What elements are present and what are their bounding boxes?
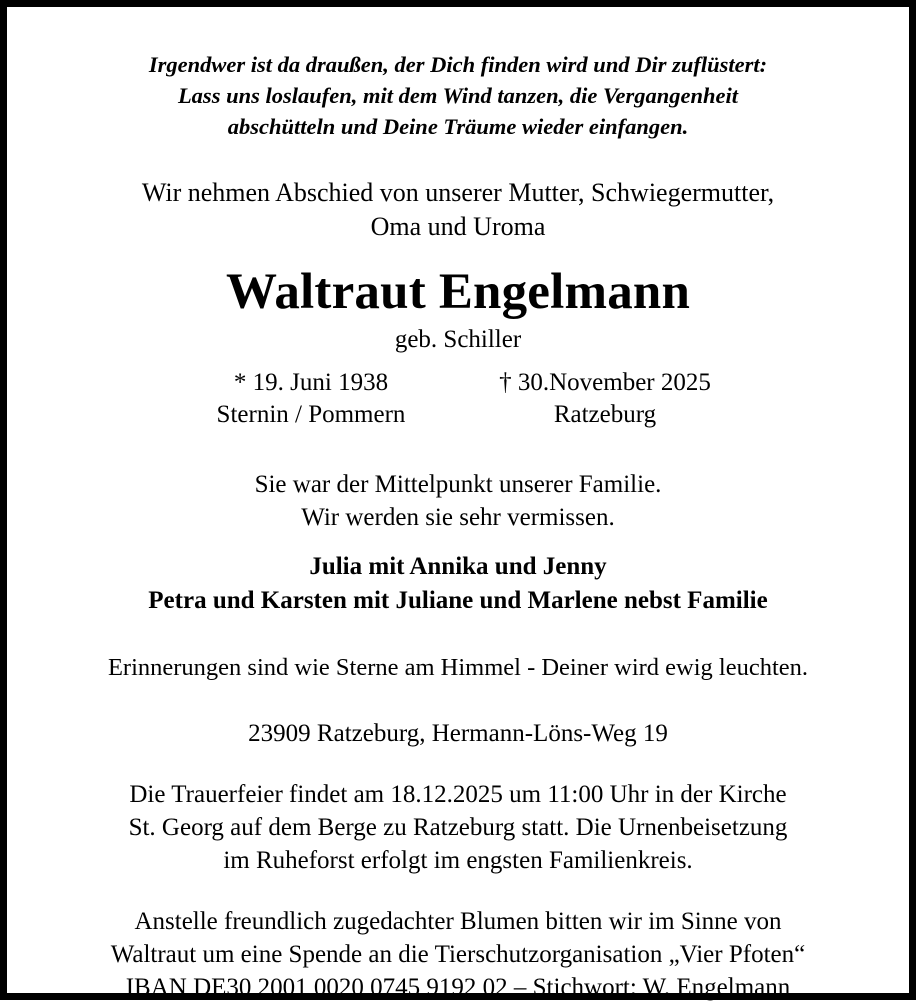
poem-line-2: Lass uns loslaufen, mit dem Wind tanzen, die Vergangenheit (177, 83, 739, 109)
deceased-name: Waltraut Engelmann (225, 263, 691, 320)
poem-line-3: abschütteln und Deine Träume wieder einfangen. (227, 114, 689, 140)
dates-row-places (41, 399, 875, 431)
family-line-1: Julia mit Annika und Jenny (309, 553, 607, 581)
donation-line-1: Anstelle freundlich zugedachter Blumen bitten wir im Sinne von (134, 908, 782, 936)
poem-block (41, 49, 875, 142)
service-block (41, 778, 875, 877)
death-place: Ratzeburg (553, 401, 657, 429)
service-line-3: im Ruheforst erfolgt im engsten Familienkreis. (223, 847, 693, 875)
maiden-name: geb. Schiller (394, 326, 522, 354)
dates-block (41, 367, 875, 431)
memory-line: Erinnerungen sind wie Sterne am Himmel - Deiner wird ewig leuchten. (107, 654, 809, 682)
intro-line-1: Wir nehmen Abschied von unserer Mutter, Schwiegermutter, (141, 178, 775, 208)
donation-line-2: Waltraut um eine Spende an die Tierschutzorganisation „Vier Pfoten“ (110, 941, 806, 969)
address-line: 23909 Ratzeburg, Hermann-Löns-Weg 19 (248, 720, 668, 748)
birth-place: Sternin / Pommern (216, 401, 406, 429)
poem-line-1: Irgendwer ist da draußen, der Dich finden wird und Dir zuflüstert: (148, 52, 768, 77)
donation-iban: IBAN DE30 2001 0020 0745 9192 02 – Stichwort: W. Engelmann (125, 974, 791, 1002)
family-line-2: Petra und Karsten mit Juliane und Marlene nebst Familie (148, 586, 768, 614)
death-date: † 30.November 2025 (499, 369, 711, 397)
service-line-1: Die Trauerfeier findet am 18.12.2025 um 11:00 Uhr in der Kirche (129, 781, 787, 809)
tribute-line-2: Wir werden sie sehr vermissen. (301, 503, 615, 531)
tribute-line-1: Sie war der Mittelpunkt unserer Familie. (254, 471, 662, 499)
intro-line-2: Oma und Uroma (370, 211, 546, 241)
birth-date: * 19. Juni 1938 (233, 369, 389, 397)
tribute-block (41, 469, 875, 534)
dates-row-dates (41, 367, 875, 399)
intro-block (41, 176, 875, 244)
donation-block (41, 905, 875, 1004)
family-block (41, 550, 875, 617)
service-line-2: St. Georg auf dem Berge zu Ratzeburg statt. Die Urnenbeisetzung (128, 814, 788, 842)
